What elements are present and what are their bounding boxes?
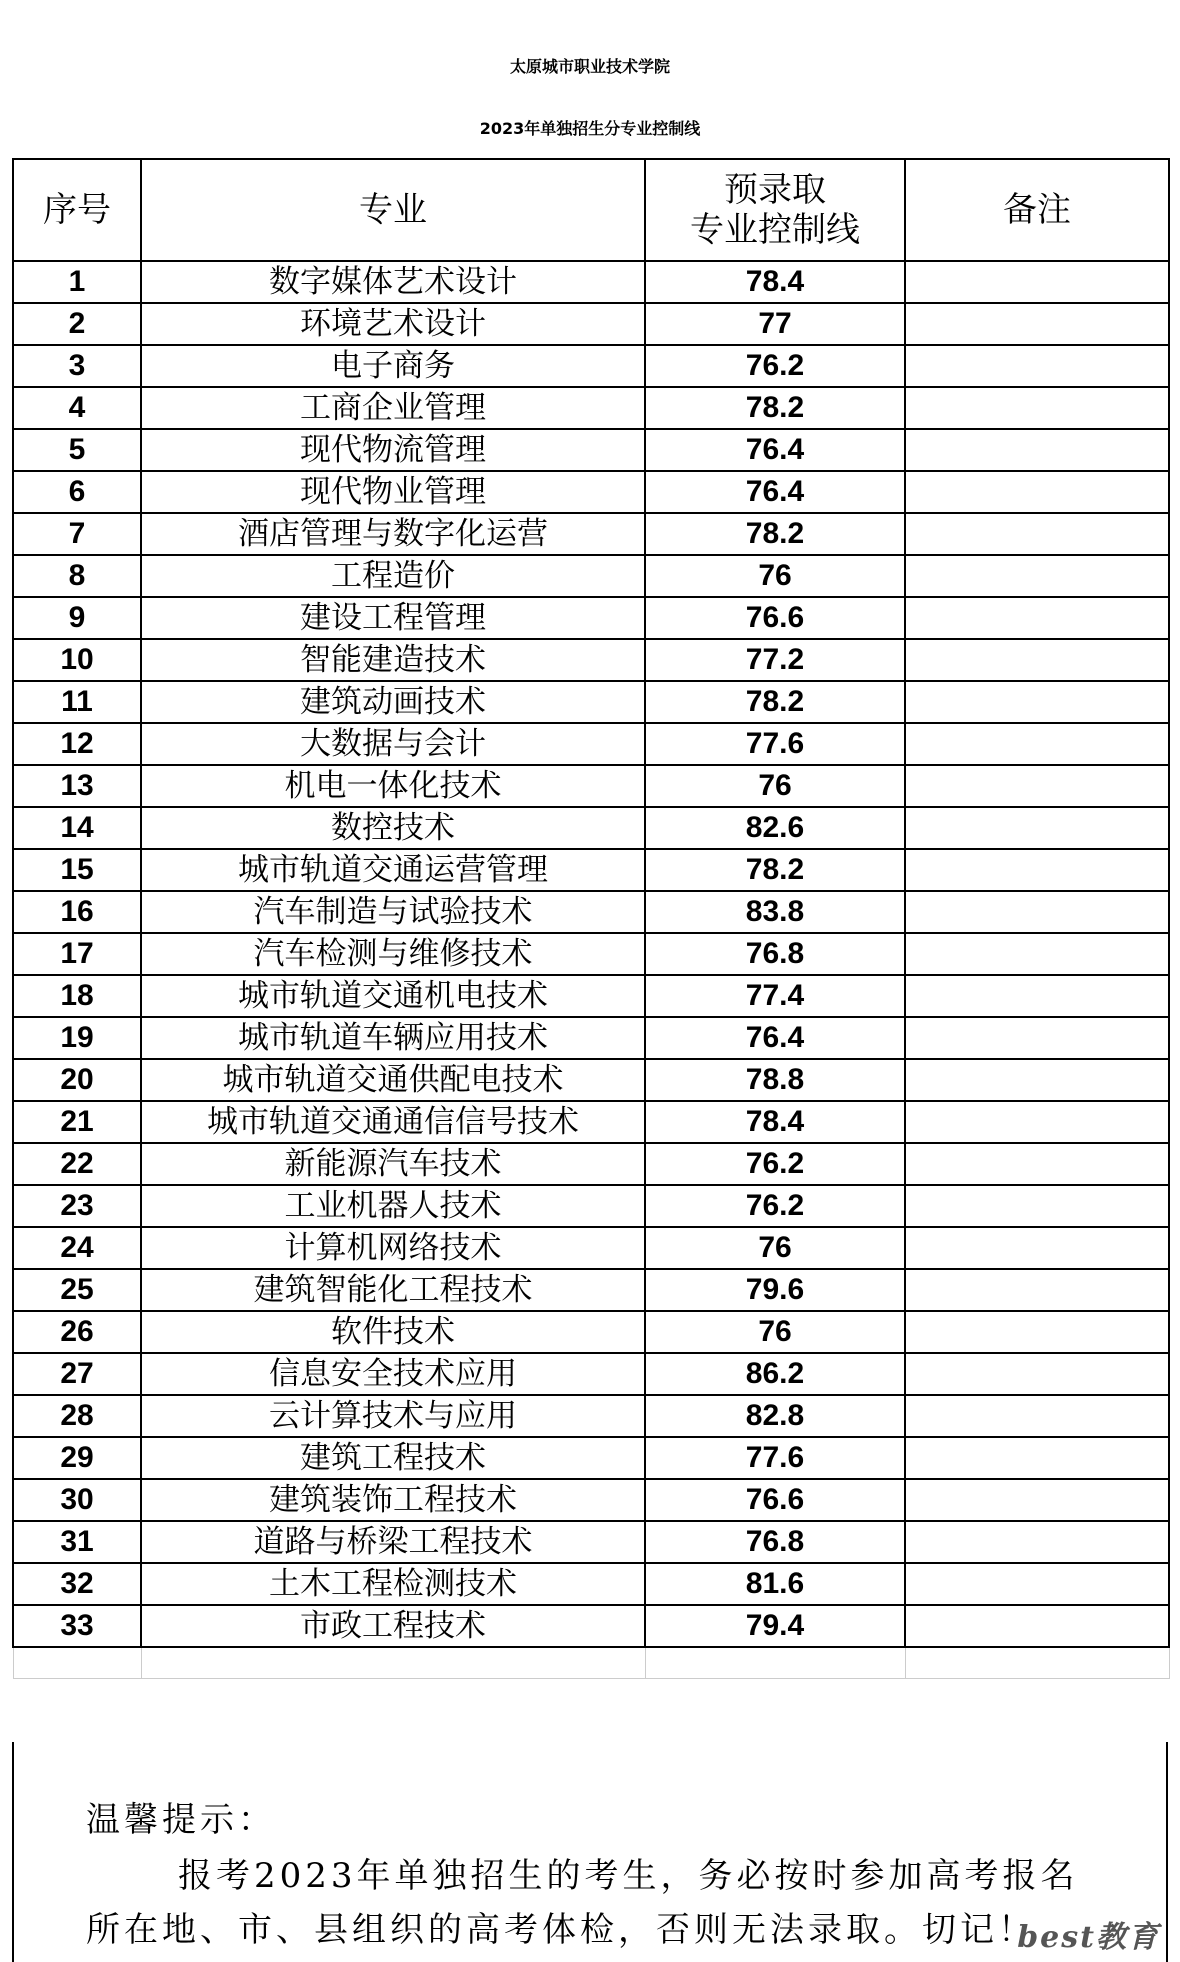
cell-no: 15 bbox=[13, 849, 141, 891]
cell-major: 工商企业管理 bbox=[141, 387, 645, 429]
cell-no: 20 bbox=[13, 1059, 141, 1101]
cell-major: 道路与桥梁工程技术 bbox=[141, 1521, 645, 1563]
cell-score: 76 bbox=[645, 1227, 905, 1269]
cell-remark bbox=[905, 681, 1169, 723]
spacer-cell bbox=[141, 1647, 645, 1679]
cell-no: 31 bbox=[13, 1521, 141, 1563]
cell-major: 建设工程管理 bbox=[141, 597, 645, 639]
cell-major: 现代物流管理 bbox=[141, 429, 645, 471]
table-row bbox=[13, 681, 1169, 723]
cell-score: 77 bbox=[645, 303, 905, 345]
cell-score: 76.2 bbox=[645, 345, 905, 387]
table-row bbox=[13, 303, 1169, 345]
cell-score: 76.2 bbox=[645, 1143, 905, 1185]
cell-no: 29 bbox=[13, 1437, 141, 1479]
cell-score: 77.2 bbox=[645, 639, 905, 681]
cell-no: 21 bbox=[13, 1101, 141, 1143]
cell-no: 14 bbox=[13, 807, 141, 849]
document-sheet bbox=[12, 0, 1168, 1679]
cell-no: 33 bbox=[13, 1605, 141, 1647]
notice-line-1: 报考2023年单独招生的考生，务必按时参加高考报名 bbox=[178, 1856, 1079, 1896]
cell-remark bbox=[905, 765, 1169, 807]
cell-no: 16 bbox=[13, 891, 141, 933]
cell-no: 12 bbox=[13, 723, 141, 765]
cell-score: 77.6 bbox=[645, 1437, 905, 1479]
cell-no: 5 bbox=[13, 429, 141, 471]
cell-major: 城市轨道车辆应用技术 bbox=[141, 1017, 645, 1059]
cell-score: 86.2 bbox=[645, 1353, 905, 1395]
cell-remark bbox=[905, 891, 1169, 933]
cell-remark bbox=[905, 1311, 1169, 1353]
cell-no: 32 bbox=[13, 1563, 141, 1605]
cell-remark bbox=[905, 1437, 1169, 1479]
cell-score: 82.8 bbox=[645, 1395, 905, 1437]
cell-score: 76.4 bbox=[645, 471, 905, 513]
cell-remark bbox=[905, 513, 1169, 555]
cell-major: 环境艺术设计 bbox=[141, 303, 645, 345]
cell-no: 1 bbox=[13, 261, 141, 303]
cell-major: 汽车检测与维修技术 bbox=[141, 933, 645, 975]
table-row bbox=[13, 1017, 1169, 1059]
cell-no: 27 bbox=[13, 1353, 141, 1395]
cell-remark bbox=[905, 933, 1169, 975]
cell-score: 77.6 bbox=[645, 723, 905, 765]
cell-major: 计算机网络技术 bbox=[141, 1227, 645, 1269]
cell-no: 3 bbox=[13, 345, 141, 387]
cell-score: 78.4 bbox=[645, 261, 905, 303]
table-row bbox=[13, 765, 1169, 807]
cell-no: 18 bbox=[13, 975, 141, 1017]
table-spacer-row bbox=[13, 1647, 1169, 1679]
cell-no: 26 bbox=[13, 1311, 141, 1353]
cell-major: 数字媒体艺术设计 bbox=[141, 261, 645, 303]
header-score bbox=[645, 159, 905, 261]
cell-score: 78.2 bbox=[645, 513, 905, 555]
cell-remark bbox=[905, 807, 1169, 849]
table-row bbox=[13, 471, 1169, 513]
cell-score: 77.4 bbox=[645, 975, 905, 1017]
table-row bbox=[13, 1185, 1169, 1227]
cell-major: 工程造价 bbox=[141, 555, 645, 597]
table-row bbox=[13, 1521, 1169, 1563]
cell-score: 78.2 bbox=[645, 849, 905, 891]
notice-box bbox=[12, 1742, 1168, 1962]
cell-remark bbox=[905, 597, 1169, 639]
table-row bbox=[13, 429, 1169, 471]
cell-major: 数控技术 bbox=[141, 807, 645, 849]
cell-no: 7 bbox=[13, 513, 141, 555]
table-row bbox=[13, 639, 1169, 681]
table-row bbox=[13, 1353, 1169, 1395]
cell-remark bbox=[905, 1059, 1169, 1101]
cell-remark bbox=[905, 387, 1169, 429]
table-row bbox=[13, 597, 1169, 639]
cell-major: 汽车制造与试验技术 bbox=[141, 891, 645, 933]
table-row bbox=[13, 1311, 1169, 1353]
table-row bbox=[13, 345, 1169, 387]
header-score-line1: 预录取 bbox=[724, 170, 826, 210]
cell-score: 76.4 bbox=[645, 1017, 905, 1059]
cell-major: 土木工程检测技术 bbox=[141, 1563, 645, 1605]
cell-score: 78.2 bbox=[645, 681, 905, 723]
cell-major: 建筑智能化工程技术 bbox=[141, 1269, 645, 1311]
cell-score: 76.4 bbox=[645, 429, 905, 471]
cell-remark bbox=[905, 849, 1169, 891]
cell-major: 城市轨道交通通信信号技术 bbox=[141, 1101, 645, 1143]
table-row bbox=[13, 1479, 1169, 1521]
watermark: best教育 bbox=[1017, 1920, 1160, 1955]
header-score-line2: 专业控制线 bbox=[690, 210, 860, 250]
cell-score: 79.6 bbox=[645, 1269, 905, 1311]
cell-no: 8 bbox=[13, 555, 141, 597]
cell-major: 现代物业管理 bbox=[141, 471, 645, 513]
table-row bbox=[13, 723, 1169, 765]
cell-no: 2 bbox=[13, 303, 141, 345]
cell-major: 城市轨道交通运营管理 bbox=[141, 849, 645, 891]
table-row bbox=[13, 1143, 1169, 1185]
school-name: 太原城市职业技术学院 bbox=[509, 57, 670, 76]
notice-line-2: 所在地、市、县组织的高考体检，否则无法录取。切记！ bbox=[86, 1910, 1036, 1950]
table-row bbox=[13, 1437, 1169, 1479]
cell-score: 78.2 bbox=[645, 387, 905, 429]
title-block bbox=[12, 0, 1168, 158]
cell-score: 83.8 bbox=[645, 891, 905, 933]
cell-major: 信息安全技术应用 bbox=[141, 1353, 645, 1395]
table-row bbox=[13, 1059, 1169, 1101]
cell-remark bbox=[905, 1395, 1169, 1437]
table-row bbox=[13, 387, 1169, 429]
cell-no: 28 bbox=[13, 1395, 141, 1437]
cell-major: 城市轨道交通机电技术 bbox=[141, 975, 645, 1017]
cell-no: 6 bbox=[13, 471, 141, 513]
cell-remark bbox=[905, 1017, 1169, 1059]
cell-score: 76 bbox=[645, 765, 905, 807]
cell-score: 82.6 bbox=[645, 807, 905, 849]
cell-remark bbox=[905, 1269, 1169, 1311]
notice-heading: 温馨提示： bbox=[86, 1800, 276, 1840]
cell-major: 城市轨道交通供配电技术 bbox=[141, 1059, 645, 1101]
header-major: 专业 bbox=[141, 159, 645, 261]
cell-remark bbox=[905, 1563, 1169, 1605]
cell-remark bbox=[905, 345, 1169, 387]
cell-no: 9 bbox=[13, 597, 141, 639]
cell-remark bbox=[905, 261, 1169, 303]
cell-no: 11 bbox=[13, 681, 141, 723]
cell-score: 76 bbox=[645, 555, 905, 597]
cell-remark bbox=[905, 555, 1169, 597]
header-remark: 备注 bbox=[905, 159, 1169, 261]
cell-remark bbox=[905, 975, 1169, 1017]
spacer-cell bbox=[645, 1647, 905, 1679]
cell-score: 76.2 bbox=[645, 1185, 905, 1227]
cell-major: 建筑动画技术 bbox=[141, 681, 645, 723]
cell-major: 建筑装饰工程技术 bbox=[141, 1479, 645, 1521]
cell-major: 云计算技术与应用 bbox=[141, 1395, 645, 1437]
cell-major: 机电一体化技术 bbox=[141, 765, 645, 807]
cell-score: 78.8 bbox=[645, 1059, 905, 1101]
table-row bbox=[13, 1605, 1169, 1647]
table-body bbox=[13, 261, 1169, 1679]
cell-remark bbox=[905, 1353, 1169, 1395]
cell-major: 智能建造技术 bbox=[141, 639, 645, 681]
cell-remark bbox=[905, 303, 1169, 345]
cell-remark bbox=[905, 1605, 1169, 1647]
cell-major: 市政工程技术 bbox=[141, 1605, 645, 1647]
cell-no: 24 bbox=[13, 1227, 141, 1269]
table-row bbox=[13, 807, 1169, 849]
table-row bbox=[13, 933, 1169, 975]
table-row bbox=[13, 513, 1169, 555]
cell-no: 19 bbox=[13, 1017, 141, 1059]
cell-remark bbox=[905, 471, 1169, 513]
cell-no: 22 bbox=[13, 1143, 141, 1185]
cell-no: 4 bbox=[13, 387, 141, 429]
spacer-cell bbox=[905, 1647, 1169, 1679]
cell-remark bbox=[905, 1143, 1169, 1185]
table-row bbox=[13, 1395, 1169, 1437]
score-table bbox=[12, 158, 1170, 1679]
cell-remark bbox=[905, 1185, 1169, 1227]
cell-major: 软件技术 bbox=[141, 1311, 645, 1353]
table-row bbox=[13, 1563, 1169, 1605]
cell-score: 76.6 bbox=[645, 1479, 905, 1521]
cell-major: 建筑工程技术 bbox=[141, 1437, 645, 1479]
cell-major: 新能源汽车技术 bbox=[141, 1143, 645, 1185]
cell-no: 30 bbox=[13, 1479, 141, 1521]
cell-score: 76.8 bbox=[645, 933, 905, 975]
table-row bbox=[13, 1101, 1169, 1143]
cell-no: 17 bbox=[13, 933, 141, 975]
cell-score: 76.6 bbox=[645, 597, 905, 639]
cell-major: 电子商务 bbox=[141, 345, 645, 387]
cell-no: 23 bbox=[13, 1185, 141, 1227]
table-header-row bbox=[13, 159, 1169, 261]
cell-no: 10 bbox=[13, 639, 141, 681]
cell-remark bbox=[905, 429, 1169, 471]
cell-remark bbox=[905, 1521, 1169, 1563]
table-row bbox=[13, 1227, 1169, 1269]
cell-no: 13 bbox=[13, 765, 141, 807]
cell-remark bbox=[905, 1227, 1169, 1269]
cell-major: 酒店管理与数字化运营 bbox=[141, 513, 645, 555]
spacer-cell bbox=[13, 1647, 141, 1679]
table-row bbox=[13, 975, 1169, 1017]
table-row bbox=[13, 261, 1169, 303]
document-title: 2023年单独招生分专业控制线 bbox=[479, 119, 701, 138]
cell-remark bbox=[905, 723, 1169, 765]
cell-score: 76.8 bbox=[645, 1521, 905, 1563]
cell-remark bbox=[905, 639, 1169, 681]
table-row bbox=[13, 1269, 1169, 1311]
cell-remark bbox=[905, 1479, 1169, 1521]
cell-no: 25 bbox=[13, 1269, 141, 1311]
cell-major: 大数据与会计 bbox=[141, 723, 645, 765]
table-row bbox=[13, 849, 1169, 891]
header-no: 序号 bbox=[13, 159, 141, 261]
table-row bbox=[13, 891, 1169, 933]
cell-score: 79.4 bbox=[645, 1605, 905, 1647]
table-row bbox=[13, 555, 1169, 597]
cell-major: 工业机器人技术 bbox=[141, 1185, 645, 1227]
cell-score: 78.4 bbox=[645, 1101, 905, 1143]
cell-remark bbox=[905, 1101, 1169, 1143]
cell-score: 81.6 bbox=[645, 1563, 905, 1605]
cell-score: 76 bbox=[645, 1311, 905, 1353]
